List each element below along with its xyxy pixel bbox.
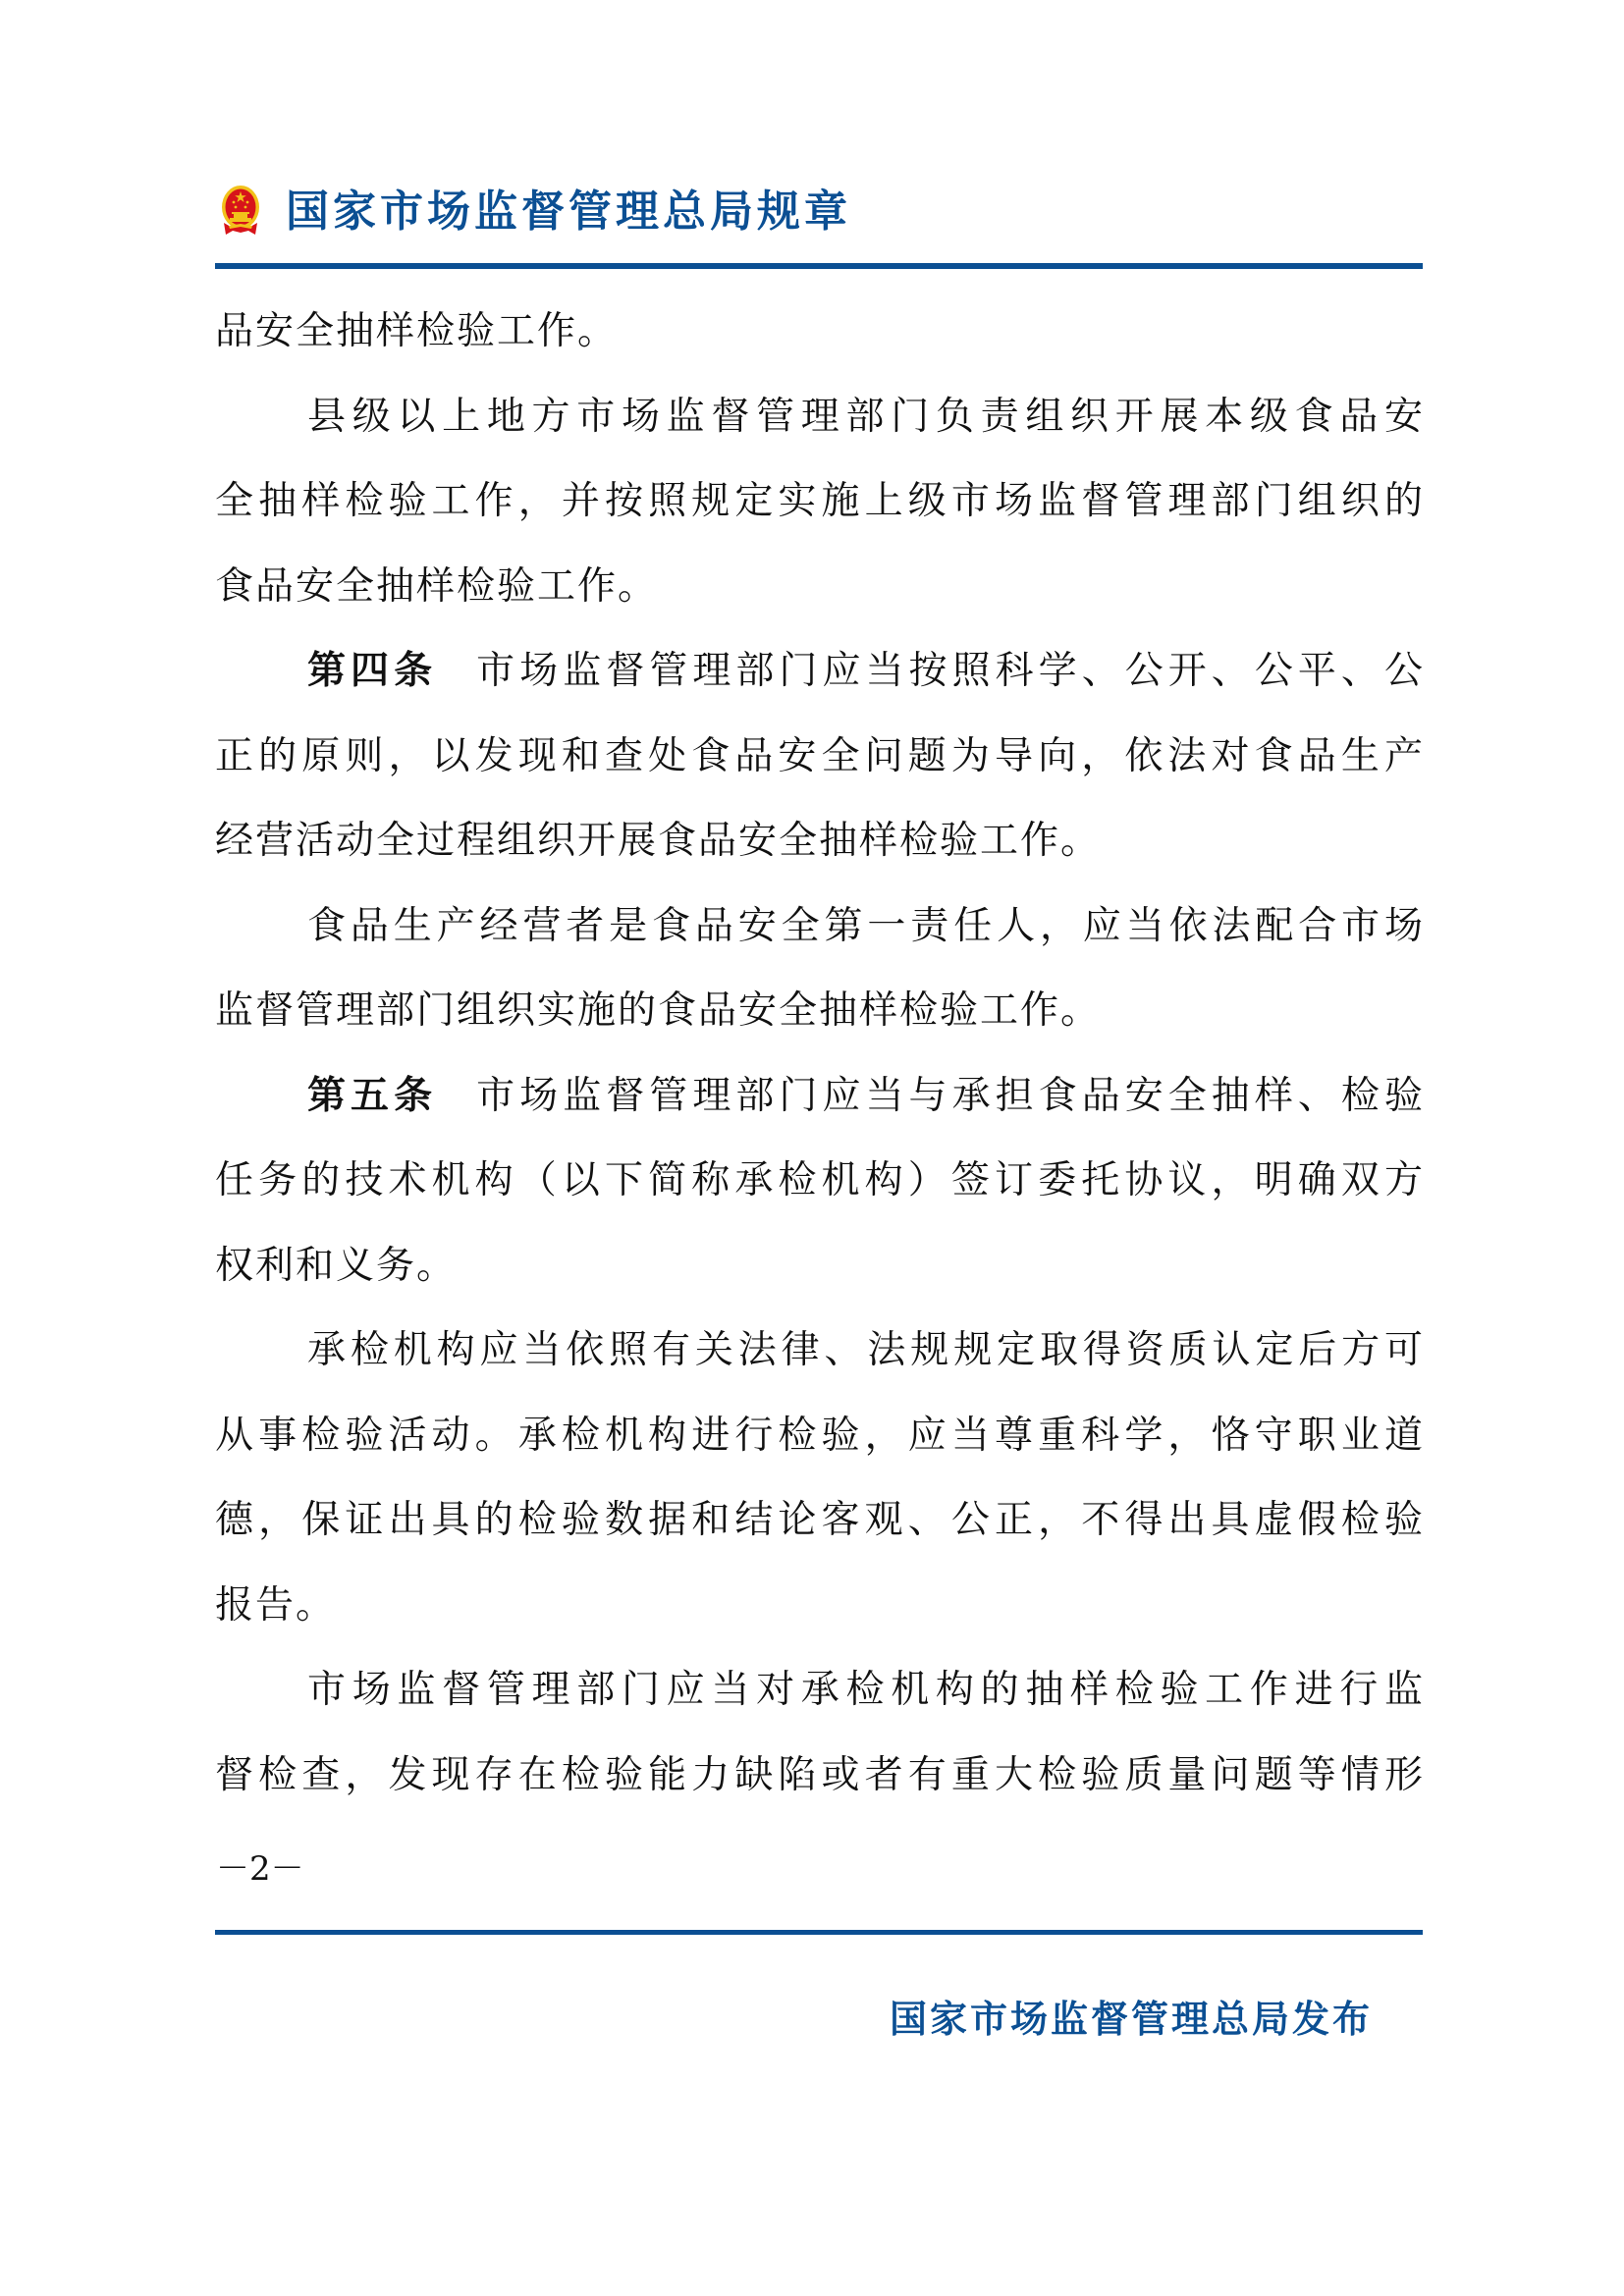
header-rule [215, 263, 1423, 269]
line-text: 正的原则，以发现和查处食品安全问题为导向，依法对食品生产 [215, 733, 1423, 778]
text-line [215, 1064, 1423, 1149]
page-number: －2－ [216, 1849, 304, 1889]
text-line [215, 299, 1423, 385]
line-text: 市场监督管理部门应当对承检机构的抽样检验工作进行监 [307, 1668, 1423, 1712]
article-number: 第四条 [307, 649, 438, 693]
line-text: 监督管理部门组织实施的食品安全抽样检验工作。 [215, 988, 1102, 1033]
text-line [215, 979, 1423, 1064]
line-text: 报告。 [215, 1582, 337, 1628]
national-emblem-icon [221, 184, 260, 240]
line-text: 食品安全抽样检验工作。 [215, 563, 659, 609]
text-line [215, 385, 1423, 470]
text-line [215, 894, 1423, 980]
line-text: 权利和义务。 [215, 1243, 458, 1288]
text-line [215, 1574, 1423, 1659]
text-line [215, 469, 1423, 555]
text-line [215, 1234, 1423, 1319]
line-text: 品安全抽样检验工作。 [215, 309, 619, 353]
line-text: 食品生产经营者是食品安全第一责任人，应当依法配合市场 [307, 903, 1423, 948]
header-title: 国家市场监督管理总局规章 [286, 187, 851, 237]
text-line [215, 1318, 1423, 1404]
document-body [215, 299, 1423, 1828]
footer-rule [215, 1930, 1423, 1935]
text-line [215, 724, 1423, 810]
line-text: 从事检验活动。承检机构进行检验，应当尊重科学，恪守职业道 [215, 1413, 1423, 1458]
line-text: 督检查，发现存在检验能力缺陷或者有重大检验质量问题等情形 [215, 1752, 1423, 1797]
line-text: 经营活动全过程组织开展食品安全抽样检验工作。 [215, 819, 1102, 863]
text-line [215, 1148, 1423, 1234]
line-text: 德，保证出具的检验数据和结论客观、公正，不得出具虚假检验 [215, 1498, 1423, 1542]
text-line [215, 639, 1423, 724]
article-number: 第五条 [307, 1073, 438, 1118]
text-line [215, 809, 1423, 894]
text-line [215, 1404, 1423, 1489]
publisher-footer: 国家市场监督管理总局发布 [890, 1998, 1374, 2041]
text-line [215, 1743, 1423, 1829]
line-text: 任务的技术机构（以下简称承检机构）签订委托协议，明确双方 [215, 1158, 1423, 1202]
text-line [215, 1658, 1423, 1743]
text-line [215, 1488, 1423, 1574]
line-text: 市场监督管理部门应当与承担食品安全抽样、检验 [476, 1073, 1423, 1118]
line-text: 县级以上地方市场监督管理部门负责组织开展本级食品安 [307, 394, 1423, 439]
line-text: 市场监督管理部门应当按照科学、公开、公平、公 [476, 649, 1423, 693]
page-header [215, 181, 1423, 243]
line-text: 承检机构应当依照有关法律、法规规定取得资质认定后方可 [307, 1328, 1423, 1372]
line-text: 全抽样检验工作，并按照规定实施上级市场监督管理部门组织的 [215, 479, 1423, 523]
text-line [215, 555, 1423, 640]
